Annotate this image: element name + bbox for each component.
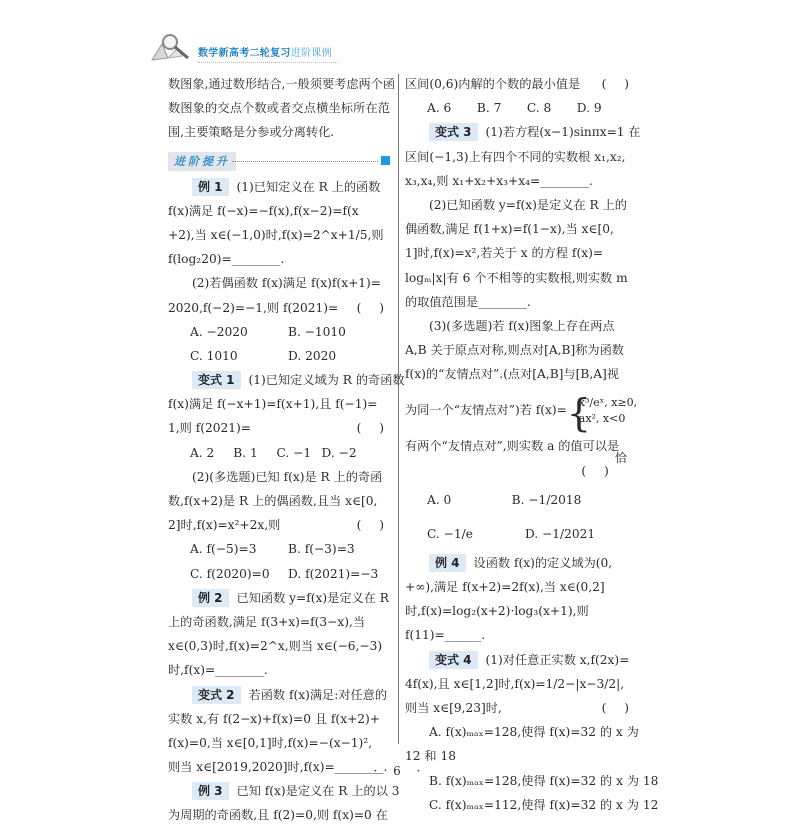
variant-1 — [168, 368, 405, 392]
option-a: A. 0 — [427, 492, 452, 507]
problem-text: f(11)=______. — [405, 628, 486, 643]
page-number: · 6 · — [373, 764, 427, 778]
problem-text: f(x)的“友情点对”.(点对[A,B]与[B,A]视 — [405, 367, 619, 382]
options-row — [168, 562, 390, 586]
answer-paren-line — [405, 459, 635, 483]
answer-paren: ( ) — [581, 463, 609, 478]
problem-text: 则当 x∈[9,23]时, — [405, 700, 502, 715]
option-a-cont: 12 和 18 — [405, 749, 456, 764]
option-a: A. 6 — [427, 101, 452, 116]
option-c: C. −1/e — [427, 526, 473, 541]
problem-text: A,B 关于原点对称,则点对[A,B]称为函数 — [405, 343, 624, 358]
section-dotted-rule — [232, 161, 378, 162]
answer-paren: ( ) — [356, 300, 384, 315]
option-b: B. −1010 — [288, 324, 346, 339]
variant-tag: 变式 4 — [429, 651, 478, 669]
book-title-sub: 进阶课例 — [290, 48, 332, 59]
variant-2 — [168, 683, 390, 707]
option-d: D. 9 — [576, 101, 602, 116]
problem-text: f(x)满足 f(−x)=−f(x),f(x−2)=f(x — [168, 203, 359, 218]
piecewise-case-1: { x³/eˣ, x≥0, — [578, 395, 638, 409]
answer-paren: ( ) — [356, 421, 384, 436]
problem-text: 4f(x),且 x∈[1,2]时,f(x)=1/2−|x−3/2|, — [405, 676, 625, 691]
problem-text: (1)已知定义域为 R 的奇函数 — [248, 373, 405, 388]
options-row — [405, 517, 635, 551]
problem-text-with-paren — [168, 513, 390, 537]
option-b: B. 7 — [476, 101, 502, 116]
example-tag: 例 3 — [192, 782, 229, 800]
problem-text: 1,则 f(2021)= — [168, 421, 251, 436]
problem-text: 区间(−1,3)上有四个不同的实数根 x₁,x₂, — [405, 149, 626, 164]
option-c: C. f(2020)=0 — [190, 566, 270, 581]
variant-4 — [405, 648, 635, 672]
book-title-main: 数学新高考二轮复习 — [198, 48, 291, 59]
option-c: C. 8 — [526, 101, 552, 116]
intro-line: 数图象的交点个数或者交点横坐标所在范 — [168, 101, 390, 116]
problem-text: 偶函数,满足 f(1+x)=f(1−x),当 x∈[0, — [405, 222, 614, 237]
variant-tag: 变式 2 — [192, 686, 241, 704]
magnifier-book-icon — [148, 30, 196, 70]
problem-text: x∈(0,3)时,f(x)=2^x,则当 x∈(−6,−3) — [168, 639, 383, 654]
example-4 — [405, 551, 635, 575]
problem-text: 已知函数 y=f(x)是定义在 R — [236, 590, 389, 605]
problem-text: 恰 — [614, 451, 627, 466]
option-d: D. 2020 — [288, 348, 337, 363]
book-title — [198, 44, 332, 59]
problem-text: 2020,f(−2)=−1,则 f(2021)= — [168, 300, 339, 315]
intro-line: 数图象,通过数形结合,一般须要考虑两个函 — [168, 77, 396, 91]
problem-text: 时,f(x)=log₂(x+2)·log₃(x+1),则 — [405, 604, 589, 619]
option-c: C. 1010 — [190, 348, 238, 363]
problem-text: 的取值范围是________. — [405, 294, 531, 309]
problem-text: f(x)=0,当 x∈[0,1]时,f(x)=−(x−1)², — [168, 735, 373, 750]
problem-text: 时,f(x)=________. — [168, 663, 268, 678]
example-tag: 例 1 — [192, 178, 229, 196]
problem-text: (1)已知定义在 R 上的函数 — [236, 179, 381, 194]
problem-text: (2)(多选题)已知 f(x)是 R 上的奇函 — [192, 469, 383, 484]
problem-text: (2)若偶函数 f(x)满足 f(x)f(x+1)= — [192, 276, 381, 291]
variant-tag: 变式 1 — [192, 371, 241, 389]
option-c: C. −1 — [276, 445, 312, 460]
problem-text: 实数 x,有 f(2−x)+f(x)=0 且 f(x+2)+ — [168, 711, 380, 726]
problem-text-with-paren — [168, 296, 390, 320]
option-b: B. 1 — [233, 445, 258, 460]
problem-text: 已知 f(x)是定义在 R 上的以 3 — [236, 784, 400, 799]
option-c: C. f(x)ₘₐₓ=112,使得 f(x)=32 的 x 为 12 — [429, 797, 659, 812]
option-a: A. −2020 — [190, 324, 248, 339]
problem-text: +2),当 x∈(−1,0)时,f(x)=2^x+1/5,则 — [168, 227, 384, 242]
problem-text: 有两个“友情点对”,则实数 a 的值可以是 — [405, 439, 620, 454]
problem-text-with-paren — [405, 72, 635, 96]
problem-text: 2]时,f(x)=x²+2x,则 — [168, 518, 281, 533]
example-tag: 例 2 — [192, 589, 229, 607]
left-column — [168, 72, 405, 828]
example-1 — [168, 175, 390, 199]
options-row — [168, 441, 357, 465]
problem-text-with-paren — [405, 696, 635, 720]
option-a: A. f(−5)=3 — [190, 542, 257, 557]
option-d: D. −1/2021 — [525, 526, 596, 541]
problem-text: (1)对任意正实数 x,f(2x)= — [485, 652, 630, 667]
page-header — [148, 30, 468, 70]
option-b: B. f(x)ₘₐₓ=128,使得 f(x)=32 的 x 为 18 — [429, 773, 659, 788]
problem-text-with-paren — [168, 416, 390, 440]
option-b: B. −1/2018 — [511, 492, 582, 507]
problem-text: logₘ|x|有 6 个不相等的实数根,则实数 m — [405, 270, 628, 285]
options-row — [405, 96, 602, 120]
problem-text: (2)已知函数 y=f(x)是定义在 R 上的 — [429, 197, 627, 212]
section-header — [168, 149, 390, 175]
problem-text: f(log₂20)=________. — [168, 252, 285, 267]
section-label: 进阶提升 — [168, 152, 236, 171]
column-divider — [398, 74, 399, 744]
problem-text: (3)(多选题)若 f(x)图象上存在两点 — [429, 318, 615, 333]
options-row — [168, 344, 390, 368]
piecewise-case-2: ax², x<0 — [578, 411, 626, 425]
option-b: B. f(−3)=3 — [288, 542, 355, 557]
piecewise-function — [571, 395, 637, 427]
header-rule — [198, 62, 338, 63]
right-column — [405, 72, 659, 817]
option-a: A. f(x)ₘₐₓ=128,使得 f(x)=32 的 x 为 — [429, 725, 639, 740]
variant-3 — [405, 120, 641, 144]
answer-paren: ( ) — [601, 77, 629, 91]
answer-paren: ( ) — [601, 700, 629, 715]
example-2 — [168, 586, 390, 610]
problem-text: 为周期的奇函数,且 f(2)=0,则 f(x)=0 在 — [168, 808, 388, 823]
problem-text: 上的奇函数,满足 f(3+x)=f(3−x),当 — [168, 614, 366, 629]
problem-text: +∞),满足 f(x+2)=2f(x),当 x∈(0,2] — [405, 580, 605, 594]
option-d: D. f(2021)=−3 — [288, 566, 379, 581]
problem-text: x₃,x₄,则 x₁+x₂+x₃+x₄=________. — [405, 173, 593, 188]
problem-text: (1)若方程(x−1)sinπx=1 在 — [485, 125, 641, 140]
variant-tag: 变式 3 — [429, 123, 478, 141]
section-square-marker — [381, 156, 390, 165]
problem-text: f(x)满足 f(−x+1)=f(x+1),且 f(−1)= — [168, 397, 378, 412]
problem-text: 为同一个“友情点对”)若 f(x)= — [405, 403, 567, 418]
answer-paren: ( ) — [356, 518, 384, 533]
problem-text: 数,f(x+2)是 R 上的偶函数,且当 x∈[0, — [168, 494, 378, 508]
options-row — [168, 320, 357, 344]
problem-text: 1]时,f(x)=x²,若关于 x 的方程 f(x)= — [405, 246, 604, 261]
problem-text: 区间(0,6)内解的个数的最小值是 — [405, 77, 581, 91]
problem-text: 设函数 f(x)的定义域为(0, — [473, 555, 613, 570]
options-row — [405, 483, 581, 517]
problem-text: 若函数 f(x)满足:对任意的 — [248, 687, 388, 702]
option-d: D. −2 — [321, 445, 357, 460]
options-row — [168, 537, 357, 561]
problem-text: 则当 x∈[2019,2020]时,f(x)=________. — [168, 760, 388, 775]
intro-line: 围,主要策略是分参或分离转化. — [168, 125, 335, 140]
option-a: A. 2 — [190, 445, 215, 460]
example-tag: 例 4 — [429, 554, 466, 572]
